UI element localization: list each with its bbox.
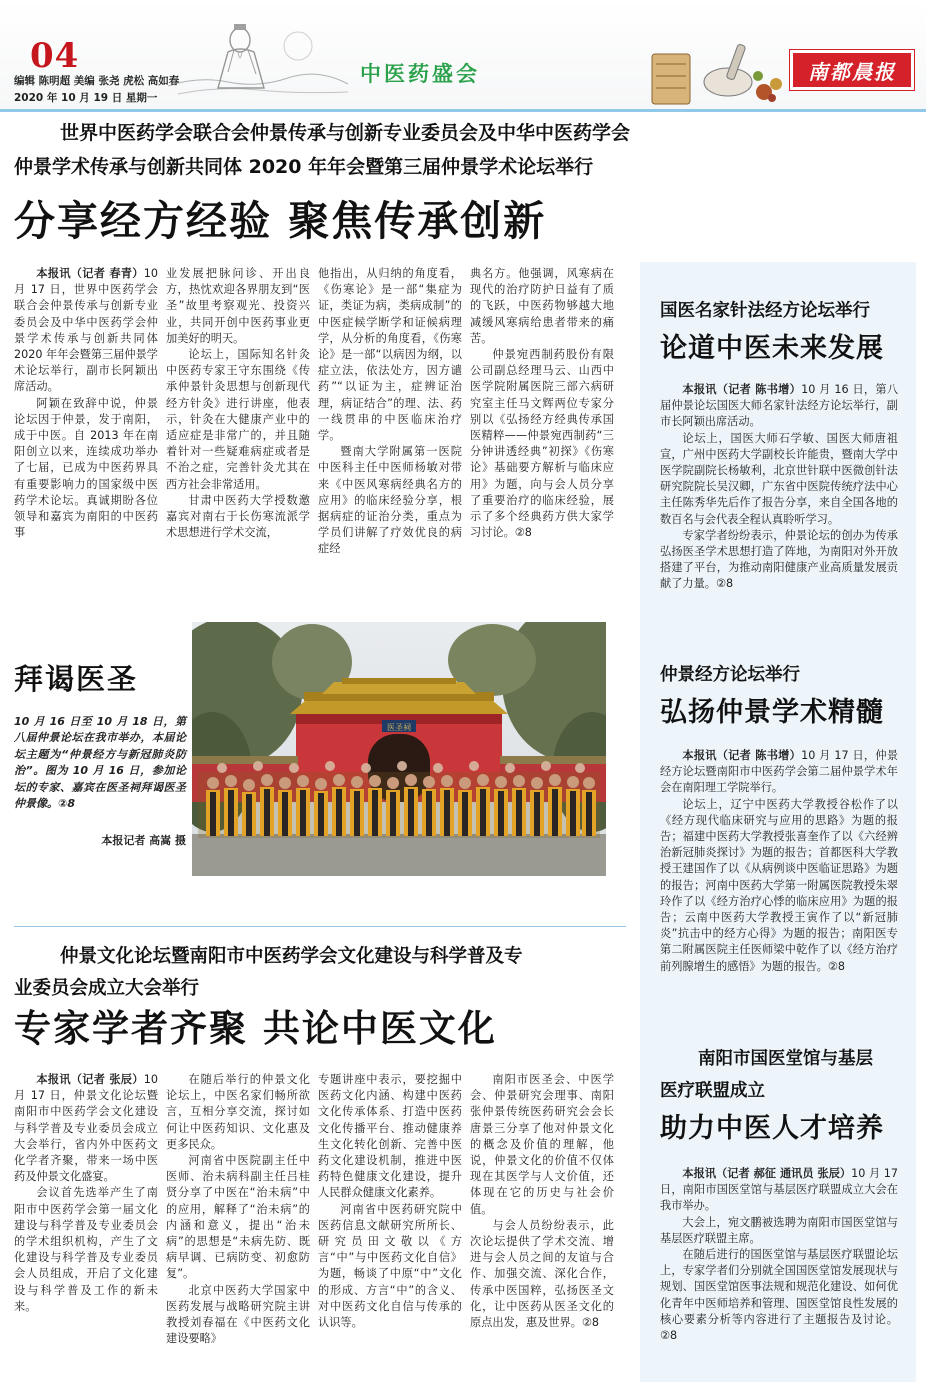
- section-title: 中医药盛会: [360, 62, 480, 86]
- sidebar-story3-headline: 助力中医人才培养: [660, 1113, 884, 1144]
- sidebar-story2-kicker: 仲景经方论坛举行: [660, 665, 800, 685]
- logo-text: 南都晨报: [808, 59, 896, 84]
- culture-headline: 专家学者齐聚 共论中医文化: [14, 1007, 497, 1050]
- culture-col2-p1: 在随后举行的仲景文化论坛上，中医名家们畅所欲言，互相分享交流，探讨如何让中医药知识、文化惠及更多民众。: [166, 1073, 310, 1151]
- gate-plaque-text: 医圣祠: [387, 723, 411, 732]
- editor-credits: 编辑 陈明超 美编 张尧 虎松 高如春: [14, 75, 180, 87]
- lead-col1-p1: 10 月 17 日，世界中医药学会联合会仲景传承与创新专业委员会及中华中医药学会仲景学术传承与创新共同体 2020 年年会暨第三届仲景学术论坛举行，副市长阿颖出席活动。: [14, 267, 158, 394]
- culture-column-3: [318, 1072, 462, 1372]
- lead-col3-p1: 暨南大学附属第一医院中医科主任中医师杨敏对带来《中医风寒病经典名方的应用》的临床经验分享，根据病症的证治分类，重点为学员们讲解了疗效优良的病症经: [318, 445, 462, 556]
- lead-col2-p0: 业发展把脉问诊、开出良方，热忱欢迎各界朋友到“医圣”故里考察观光、投资兴业，共同开创中医药事业更加美好的明天。: [166, 267, 310, 345]
- sidebar-story2-body: [660, 748, 898, 1028]
- photo-credit: 本报记者 高嵩 摄: [101, 834, 186, 847]
- sidebar-story3-kicker-line2: 医疗联盟成立: [660, 1081, 765, 1101]
- lead-kicker-line1: 世界中医药学会联合会仲景传承与创新专业委员会及中华中医药学会: [60, 122, 631, 144]
- culture-kicker-line1: 仲景文化论坛暨南阳市中医药学会文化建设与科学普及专: [60, 946, 523, 967]
- lead-column-1: [14, 266, 158, 594]
- sidebar-story3-p2: 大会上，宛文鹏被选聘为南阳市国医堂馆与基层医疗联盟主席。: [660, 1215, 898, 1245]
- lead-headline: 分享经方经验 聚焦传承创新: [14, 197, 547, 245]
- issue-date: 2020 年 10 月 19 日 星期一: [14, 92, 158, 104]
- sidebar-story1-p2: 论坛上，国医大师石学敏、国医大师唐祖宣，广州中医药大学副校长许能贵，暨南大学中医学院副院长杨敏利，北京世针联中医微创针法研究院院长吴汉卿，广东省中医院传统疗法中心主任陈秀华先后作了报告分享，来自全国各地的数百名与会代表全程认真聆听学习。: [660, 431, 898, 526]
- sidebar-story1-byline: 本报讯（记者 陈书增）: [682, 383, 802, 396]
- group-photo-image: [192, 622, 606, 876]
- lead-column-3: [318, 266, 462, 594]
- newspaper-logo: [790, 50, 914, 90]
- lead-col4-p1: 仲景宛西制药股份有限公司副总经理马云、山西中医学院附属医院三部六病研究室主任马文辉两位专家分别以《弘扬经方经典传承国医精粹——仲景宛西制药“三分钟讲透经典”初探》《伤寒论》基础要方解析与临床应用》为题，向与会人员分享了重要治疗的临床经验，展示了多个经典药方供大家学习讨论。②8: [470, 348, 614, 540]
- sidebar-story2-byline: 本报讯（记者 陈书增）: [682, 749, 802, 762]
- culture-column-4: [470, 1072, 614, 1372]
- sidebar-story1-kicker: 国医名家针法经方论坛举行: [660, 301, 870, 321]
- culture-col1-p1: 10 月 17 日，仲景文化论坛暨南阳市中医药学会文化建设与科学普及专业委员会成立大会举行，省内外中医药文化学者齐聚，带来一场中医药及仲景文化盛宴。: [14, 1073, 158, 1184]
- culture-col4-p2: 与会人员纷纷表示，此次论坛提供了学术交流、增进与会人员之间的友谊与合作、加强交流、深化合作，传承中医国粹，弘扬医圣文化，让中医药从医圣文化的原点出发，惠及世界。②8: [470, 1218, 614, 1330]
- herbal-medicine-icon: [648, 36, 788, 106]
- culture-col3-p0: 专题讲座中表示，要挖掘中医药文化内涵、构建中医药文化传承体系、打造中医药文化传播平台、推动健康养生文化转化创新、完善中医药文化建设机制，推进中医药特色健康文化建设，提升人民群众健康文化素养。: [318, 1073, 462, 1200]
- culture-col2-p2: 河南省中医院副主任中医师、治未病科副主任吕桂贤分享了中医在“治未病”中的应用，解释了“治未病”的内涵和意义，提出“治未病”的思想是“未病先防、既病早调、已病防变、初愈防复”。: [166, 1154, 310, 1281]
- culture-col3-p1: 河南省中医药研究院中医药信息文献研究所所长、研究员田文敬以《方言“中”与中医药文化自信》为题，畅谈了中原“中”文化的形成、方言“中”的含义、对中医药文化自信与传承的认识等。: [318, 1202, 462, 1330]
- lead-kicker-line2: 仲景学术传承与创新共同体 2020 年年会暨第三届仲景学术论坛举行: [14, 156, 594, 178]
- culture-col2-p3: 北京中医药大学国家中医药发展与战略研究院主讲教授刘春福在《中医药文化建设要略》: [166, 1283, 310, 1346]
- feature-caption: 10 月 16 日至 10 月 18 日，第八届仲景论坛在我市举办，本届论坛主题为“仲景经方与新冠肺炎防治”。图为 10 月 16 日，参加论坛的专家、嘉宾在医圣祠拜谒医圣仲景像。②8: [14, 715, 186, 811]
- culture-column-1: [14, 1072, 158, 1372]
- sidebar-story2-headline: 弘扬仲景学术精髓: [660, 697, 884, 728]
- sidebar-story1-body: [660, 382, 898, 642]
- lead-byline: 本报讯（记者 春青）: [36, 267, 144, 280]
- feature-photo: [192, 622, 606, 876]
- culture-column-2: [166, 1072, 310, 1372]
- lead-column-2: [166, 266, 310, 594]
- lead-col4-p0: 典名方。他强调，风寒病在现代的治疗防护日益有了质的飞跃，中医药物够越大地减缓风寒病给患者带来的痛苦。: [470, 267, 614, 345]
- section-divider: [14, 926, 626, 927]
- sidebar-story1-headline: 论道中医未来发展: [660, 333, 884, 364]
- lead-col2-p2: 甘肃中医药大学授数邀嘉宾对南右于长伤寒流派学术思想进行学术交流，: [166, 493, 310, 540]
- culture-col1-p2: 会议首先选举产生了南阳市中医药学会第一届文化建设与科学普及专业委员会的学术组织机构，产生了文化建设与科学普及专业委员会人员组成，开启了文化建设与科学普及工作的新未来。: [14, 1186, 158, 1313]
- sidebar-story3-byline: 本报讯（记者 郝征 通讯员 张辰）: [682, 1167, 852, 1180]
- sidebar-story3-body: [660, 1166, 898, 1376]
- culture-col4-p1: 南阳市医圣会、中医学会、仲景研究会理事、南阳张仲景传统医药研究会会长唐景三分享了他对仲景文化的概念及价值的理解，他说，仲景文化的价值不仅体现在其医学与人文价值，还体现在它的历史与社会价值。: [470, 1073, 614, 1216]
- sidebar-story3-p3: 在随后进行的国医堂馆与基层医疗联盟论坛上，专家学者们分别就全国国医堂馆发展现状与规划、国医堂馆医事法规和规范化建设、如何优化青年中医师培养和管理、国医堂馆良性发展的核心要素分析等内容进行了主题报告及讨论。②8: [660, 1248, 898, 1343]
- masthead: [0, 0, 926, 112]
- sidebar-story2-p1: 10 月 17 日，仲景经方论坛暨南阳市中医药学会第二届仲景学术年会在南阳理工学院举行。: [660, 749, 898, 795]
- sidebar-story3-p1: 10 月 17 日，南阳市国医堂馆与基层医疗联盟成立大会在我市举办。: [660, 1167, 898, 1213]
- culture-byline: 本报讯（记者 张辰）: [36, 1073, 144, 1086]
- lead-col3-p0: 他指出，从归纳的角度看，《伤寒论》是一部“集症为证，类证为病，类病成制”的中医症候学断学和证候病理学，从分析的角度看，《伤寒论》是一部“以病因为纲，以症立法，依法处方，因方谴药”“以证为主，症辨证治理，病证结合”的理、法、药一线贯串的中医临床治疗学。: [318, 267, 462, 443]
- sidebar-story3-kicker-line1: 南阳市国医堂馆与基层: [698, 1049, 873, 1069]
- lead-column-4: [470, 266, 614, 594]
- sidebar-story1-p1: 10 月 16 日，第八届仲景论坛国医大师名家针法经方论坛举行，副市长阿颖出席活动。: [660, 383, 898, 429]
- lead-col2-p1: 论坛上，国际知名针灸中医药专家王守东围绕《传承仲景针灸思想与创新现代经方针灸》进行讲座，他表示，针灸在大健康产业中的适应症是非常广的，并且随着针对一些疑难病症或者是不治之症，完善针灸尤其在西方社会非常适用。: [166, 348, 310, 491]
- scholar-portrait-icon: [168, 16, 348, 96]
- page-number: 04: [30, 36, 80, 76]
- lead-col1-p2: 阿颖在致辞中说，仲景论坛因于仲景，发于南阳，成于中医。自 2013 年在南阳创立以来，连续成功举办了七届，已成为中医药界具有重要影响力的国家级中医药学术论坛。真诚期盼各位领导和嘉宾为南阳的中医药事: [14, 396, 158, 540]
- sidebar-story2-p2: 论坛上，辽宁中医药大学教授谷松作了以《经方现代临床研究与应用的思路》为题的报告；福建中医药大学教授张喜奎作了以《六经辨治新冠肺炎探讨》为题的报告；首都医科大学教授王建国作了以《从病例谈中医临证思路》为题的报告；河南中医药大学第一附属医院教授朱翠玲作了以《经方治疗心悸的临床应用》为题的报告；云南中医药大学教授王寅作了以“新冠肺炎”抗击中的经方心得》为题的报告；南阳医专第二附属医院主任医师梁中乾作了以《经方治疗前列腺增生的感悟》为题的报告。②8: [660, 797, 898, 973]
- culture-kicker-line2: 业委员会成立大会举行: [14, 978, 200, 999]
- feature-title: 拜谒医圣: [14, 662, 139, 696]
- sidebar-story1-p3: 专家学者纷纷表示，仲景论坛的创办为传承弘扬医圣学术思想打造了阵地，为南阳对外开放搭建了平台，为推动南阳健康产业高质量发展贡献了力量。②8: [660, 528, 898, 591]
